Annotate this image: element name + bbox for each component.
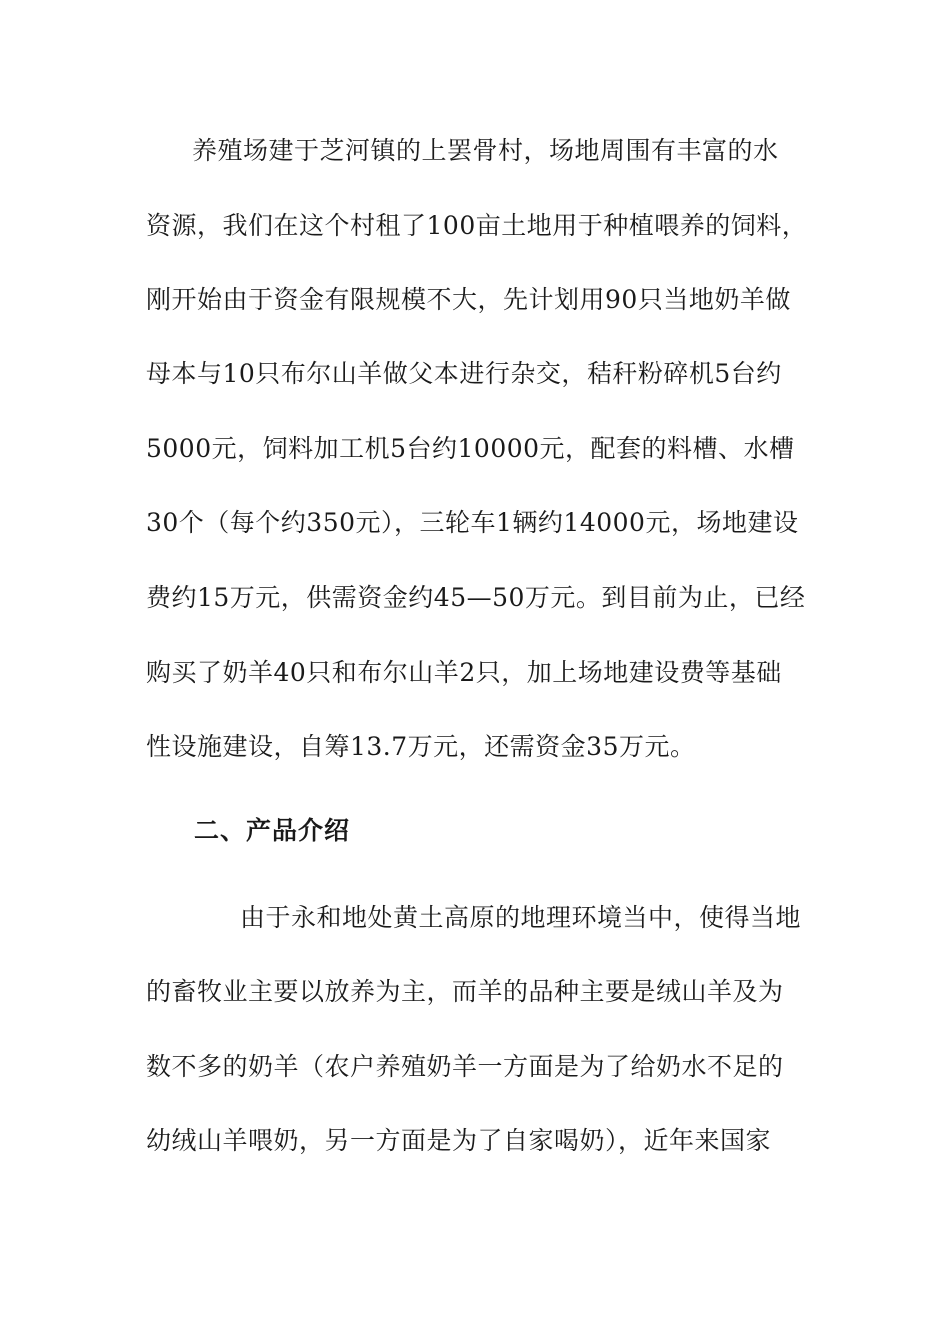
paragraph-line-8: 购买了奶羊40只和布尔山羊2只，加上场地建设费等基础 (146, 658, 782, 687)
paragraph-line-13: 幼绒山羊喂奶，另一方面是为了自家喝奶），近年来国家 (146, 1126, 772, 1155)
section-heading: 二、产品介绍 (194, 816, 351, 845)
paragraph-line-11: 的畜牧业主要以放养为主，而羊的品种主要是绒山羊及为 (146, 977, 784, 1006)
paragraph-line-3: 刚开始由于资金有限规模不大，先计划用90只当地奶羊做 (146, 285, 791, 314)
paragraph-line-4: 母本与10只布尔山羊做父本进行杂交，秸秆粉碎机5台约 (146, 359, 782, 388)
paragraph-line-5: 5000元，饲料加工机5台约10000元，配套的料槽、水槽 (146, 434, 795, 463)
paragraph-line-2: 资源，我们在这个村租了100亩土地用于种植喂养的饲料， (146, 211, 808, 240)
paragraph-line-9: 性设施建设，自筹13.7万元，还需资金35万元。 (146, 732, 696, 761)
paragraph-line-7: 费约15万元，供需资金约45—50万元。到目前为止，已经 (146, 583, 806, 612)
paragraph-line-12: 数不多的奶羊（农户养殖奶羊一方面是为了给奶水不足的 (146, 1052, 784, 1081)
paragraph-line-1: 养殖场建于芝河镇的上罢骨村，场地周围有丰富的水 (192, 136, 779, 165)
paragraph-line-6: 30个（每个约350元），三轮车1辆约14000元，场地建设 (146, 508, 799, 537)
paragraph-line-10: 由于永和地处黄土高原的地理环境当中，使得当地 (240, 903, 802, 932)
